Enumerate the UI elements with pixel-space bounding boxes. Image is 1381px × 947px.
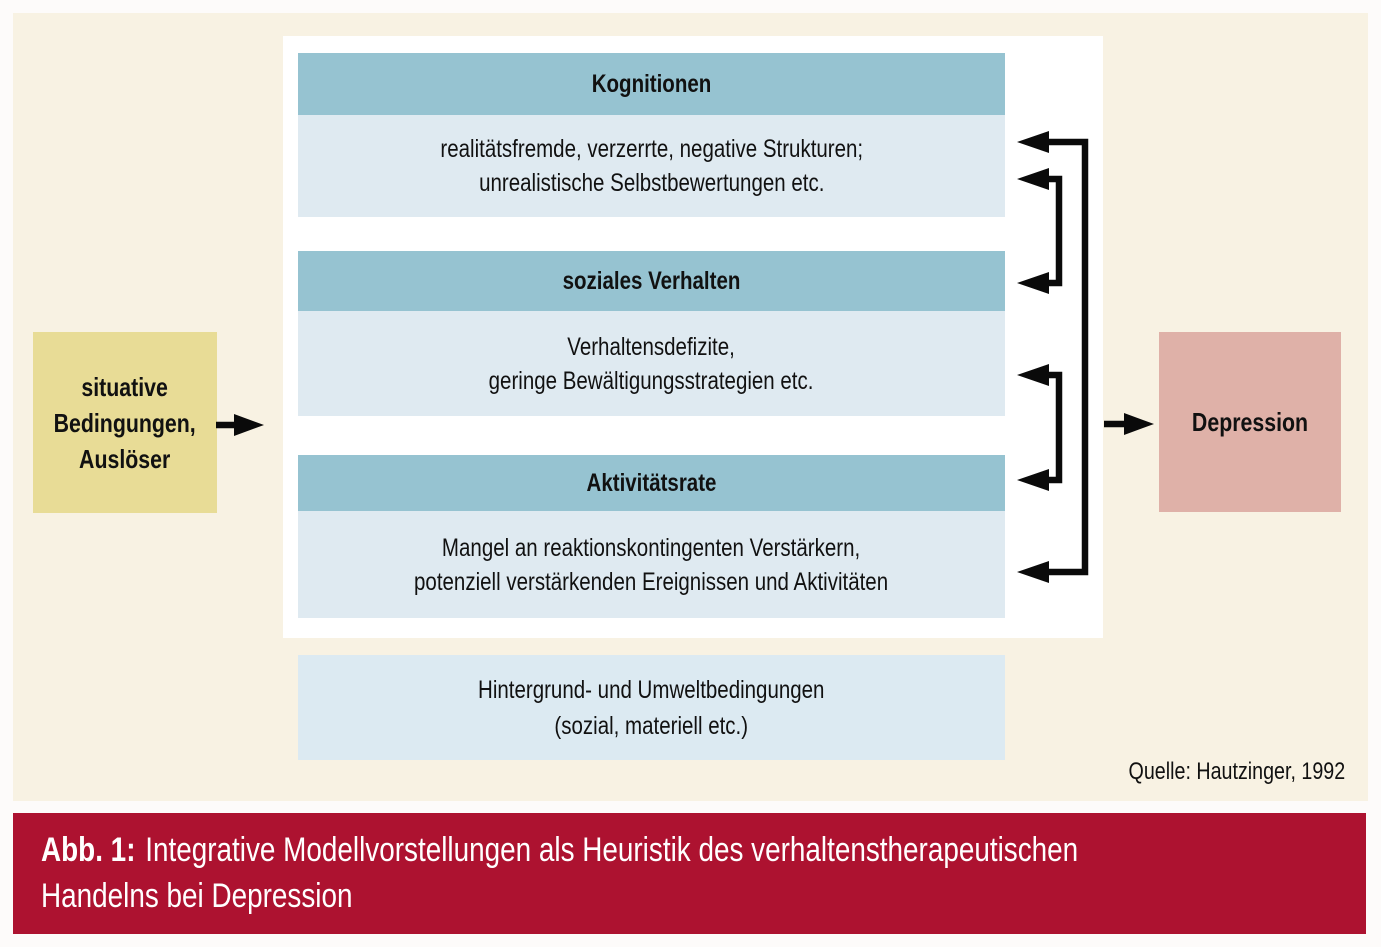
- section-text-line: geringe Bewältigungsstrategien etc.: [489, 366, 814, 395]
- section-text-line: realitätsfremde, verzerrte, negative Strukturen;: [440, 135, 863, 163]
- background-conditions-line: Hintergrund- und Umweltbedingungen: [478, 675, 825, 704]
- depression-box: [1159, 332, 1341, 512]
- section-header-kognitionen: [298, 53, 1005, 115]
- section-text-line: Verhaltensdefizite,: [567, 332, 736, 361]
- section-body-aktivitaetsrate: [298, 511, 1005, 618]
- trigger-box-line: Auslöser: [79, 443, 171, 474]
- figure-caption-bar: [13, 813, 1366, 934]
- section-text-line: Mangel an reaktionskontingenten Verstärkern,: [442, 533, 861, 562]
- section-title: Aktivitätsrate: [586, 468, 717, 497]
- section-text-line: potenziell verstärkenden Ereignissen und Aktivitäten: [414, 567, 889, 596]
- caption-line-1: [41, 827, 1128, 873]
- section-body-kognitionen: [298, 115, 1005, 217]
- background-conditions-line: (sozial, materiell etc.): [554, 711, 749, 740]
- source-credit: Quelle: Hautzinger, 1992: [1128, 758, 1345, 785]
- caption-label: Abb. 1:: [41, 831, 136, 869]
- section-text-line: unrealistische Selbstbewertungen etc.: [478, 169, 825, 197]
- depression-label: Depression: [1191, 406, 1309, 437]
- section-header-soziales-verhalten: [298, 251, 1005, 311]
- trigger-box-line: Bedingungen,: [53, 407, 197, 438]
- section-title: soziales Verhalten: [562, 266, 741, 295]
- caption-line-2: Handelns bei Depression: [41, 877, 353, 915]
- trigger-box: [33, 332, 217, 513]
- trigger-box-line: situative: [81, 371, 169, 402]
- section-body-soziales-verhalten: [298, 311, 1005, 416]
- section-title: Kognitionen: [591, 69, 712, 98]
- section-header-aktivitaetsrate: [298, 455, 1005, 511]
- caption-text: Integrative Modellvorstellungen als Heuristik des verhaltenstherapeutischen: [145, 831, 1079, 869]
- background-conditions-box: [298, 655, 1005, 760]
